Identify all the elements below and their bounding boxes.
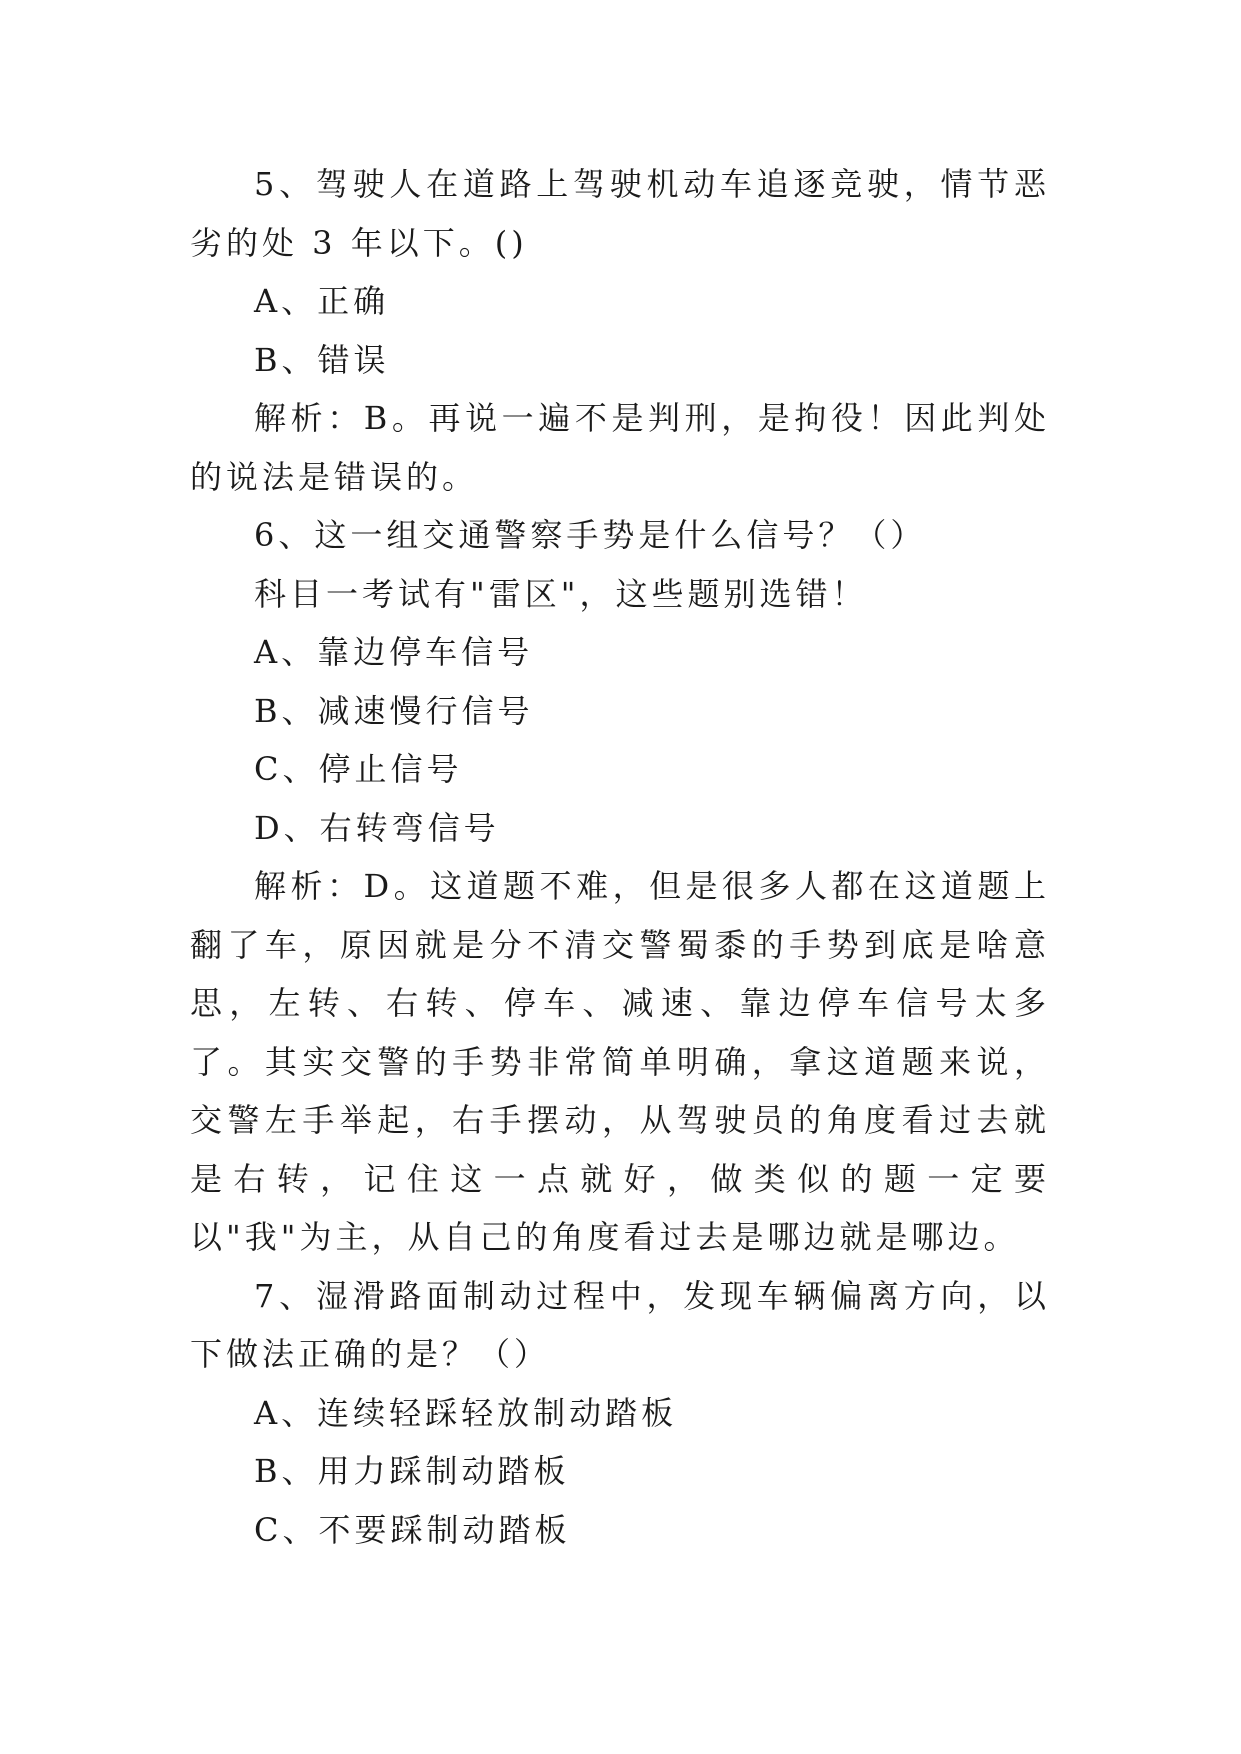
q6-option-d: D、右转弯信号 xyxy=(254,808,500,847)
q6-option-c: C、停止信号 xyxy=(254,750,463,788)
q7-option-c: C、不要踩制动踏板 xyxy=(254,1510,571,1549)
question-7: 7、湿滑路面制动过程中，发现车辆偏离方向，以下做法正确的是？（） xyxy=(190,1276,1050,1373)
document-body xyxy=(190,155,1050,1559)
q6-option-b: B、减速慢行信号 xyxy=(254,691,534,730)
question-6: 6、这一组交通警察手势是什么信号？（） xyxy=(254,516,927,554)
q7-option-b: B、用力踩制动踏板 xyxy=(254,1452,570,1490)
q6-note: 科目一考试有"雷区"，这些题别选错！ xyxy=(254,574,868,613)
q5-analysis: 解析：B。再说一遍不是判刑，是拘役！因此判处的说法是错误的。 xyxy=(190,399,1050,496)
q6-analysis: 解析：D。这道题不难，但是很多人都在这道题上翻了车，原因就是分不清交警蜀黍的手势到底是啥意思，左转、右转、停车、减速、靠边停车信号太多了。其实交警的手势非常简单明确，拿这道题来说，交警左手举起，右手摆动，从驾驶员的角度看过去就是右转，记住这一点就好，做类似的题一定要以"我"为主，从自己的角度看过去是哪边就是哪边。 xyxy=(190,867,1050,1256)
q5-option-a: A、正确 xyxy=(254,282,390,320)
q5-option-b: B、错误 xyxy=(254,340,390,379)
question-5: 5、驾驶人在道路上驾驶机动车追逐竞驶，情节恶劣的处 3 年以下。() xyxy=(190,165,1050,262)
q7-option-a: A、连续轻踩轻放制动踏板 xyxy=(254,1393,678,1432)
q6-option-a: A、靠边停车信号 xyxy=(254,633,534,671)
